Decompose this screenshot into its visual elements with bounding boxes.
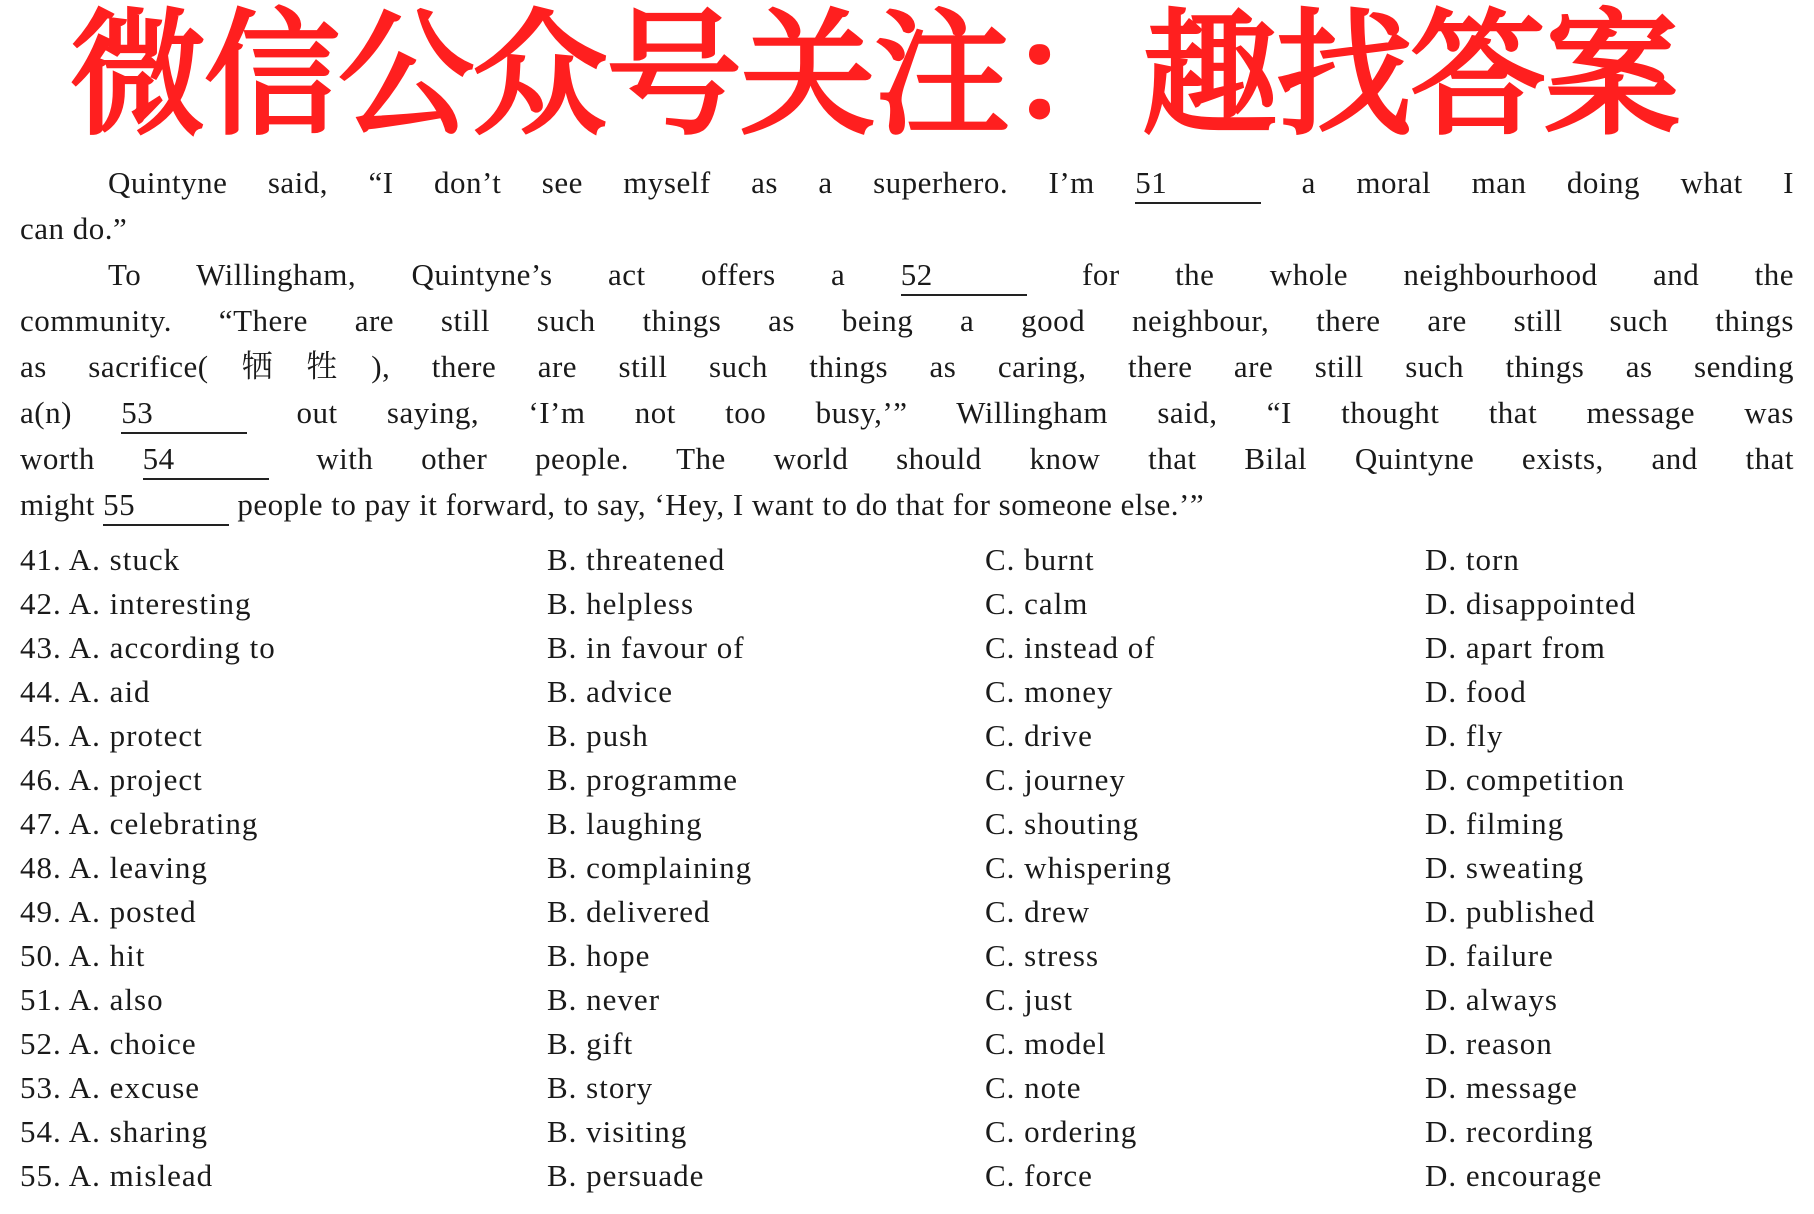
question-number: 50. (20, 938, 62, 973)
option-d: D. fly (1425, 718, 1504, 753)
question-number: 48. (20, 850, 62, 885)
option-b: B. threatened (547, 542, 726, 577)
option-b: B. push (547, 718, 649, 753)
option-d: D. filming (1425, 806, 1565, 841)
option-a (20, 1154, 213, 1198)
option-b: B. in favour of (547, 630, 745, 665)
option-a-text: A. celebrating (68, 806, 259, 841)
passage-line (20, 344, 1794, 390)
option-a (20, 538, 180, 582)
passage-line (20, 436, 1794, 482)
option-a (20, 978, 164, 1022)
option-a (20, 670, 151, 714)
option-d: D. sweating (1425, 850, 1585, 885)
option-b: B. programme (547, 762, 739, 797)
option-d: D. apart from (1425, 630, 1606, 665)
option-b: B. complaining (547, 850, 753, 885)
question-number: 41. (20, 542, 62, 577)
option-a-text: A. interesting (68, 586, 252, 621)
option-a-text: A. hit (68, 938, 146, 973)
option-d: D. torn (1425, 542, 1520, 577)
line-text: can do.” (20, 211, 128, 246)
watermark: 微信公众号关注：趣找答案 (70, 0, 1678, 155)
option-a-text: A. choice (68, 1026, 197, 1061)
passage-line (20, 298, 1794, 344)
question-number: 49. (20, 894, 62, 929)
line-text: Quintyne said, “I don’t see myself as a superhero. I’m (108, 165, 1136, 200)
option-a-text: A. aid (68, 674, 151, 709)
option-b: B. laughing (547, 806, 703, 841)
option-a-text: A. sharing (68, 1114, 208, 1149)
option-c: C. note (985, 1070, 1082, 1105)
question-number: 47. (20, 806, 62, 841)
option-c: C. burnt (985, 542, 1095, 577)
question-number: 55. (20, 1158, 62, 1193)
question-number: 43. (20, 630, 62, 665)
line-text: with other people. The world should know that Bilal Quintyne exists, and that (268, 441, 1795, 476)
option-c: C. journey (985, 762, 1126, 797)
option-b: B. delivered (547, 894, 711, 929)
passage-line (20, 160, 1794, 206)
option-a (20, 758, 203, 802)
option-a (20, 1110, 208, 1154)
line-text: community. “There are still such things as being a good neighbour, there are still such things (20, 303, 1794, 338)
line-text: as sacrifice(牺牲), there are still such things as caring, there are still such things as sending (20, 349, 1794, 384)
line-text: for the whole neighbourhood and the (1026, 257, 1794, 292)
option-c: C. whispering (985, 850, 1172, 885)
option-c: C. instead of (985, 630, 1156, 665)
option-a-text: A. according to (68, 630, 276, 665)
line-text: worth (20, 441, 143, 476)
option-a-text: A. protect (68, 718, 203, 753)
option-a (20, 714, 203, 758)
line-text: a(n) (20, 395, 122, 430)
option-b: B. hope (547, 938, 651, 973)
question-number: 52. (20, 1026, 62, 1061)
blank-number: 52 (901, 256, 1027, 296)
option-b: B. visiting (547, 1114, 688, 1149)
passage (20, 160, 1794, 528)
option-b: B. never (547, 982, 661, 1017)
option-d: D. reason (1425, 1026, 1553, 1061)
option-c: C. shouting (985, 806, 1139, 841)
option-a-text: A. project (68, 762, 203, 797)
option-d: D. competition (1425, 762, 1625, 797)
question-number: 51. (20, 982, 62, 1017)
option-d: D. food (1425, 674, 1527, 709)
option-c: C. money (985, 674, 1114, 709)
option-c: C. force (985, 1158, 1093, 1193)
option-a (20, 626, 276, 670)
line-text: To Willingham, Quintyne’s act offers a (108, 257, 901, 292)
option-b: B. story (547, 1070, 654, 1105)
question-number: 44. (20, 674, 62, 709)
option-a-text: A. posted (68, 894, 197, 929)
option-a-text: A. stuck (68, 542, 181, 577)
option-d: D. encourage (1425, 1158, 1603, 1193)
option-d: D. always (1425, 982, 1558, 1017)
line-text: might (20, 487, 104, 522)
option-a (20, 846, 208, 890)
option-c: C. drive (985, 718, 1093, 753)
option-d: D. failure (1425, 938, 1554, 973)
option-a (20, 934, 145, 978)
blank-number: 55 (103, 486, 229, 526)
blank-number: 51 (1135, 164, 1261, 204)
option-a (20, 1066, 200, 1110)
option-a-text: A. mislead (68, 1158, 214, 1193)
option-a-text: A. excuse (68, 1070, 201, 1105)
option-b: B. gift (547, 1026, 634, 1061)
option-d: D. message (1425, 1070, 1578, 1105)
line-text: a moral man doing what I (1261, 165, 1795, 200)
line-text: out saying, ‘I’m not too busy,’” Willingham said, “I thought that message was (247, 395, 1794, 430)
option-a-text: A. also (68, 982, 164, 1017)
question-number: 45. (20, 718, 62, 753)
option-d: D. published (1425, 894, 1596, 929)
blank-number: 53 (121, 394, 247, 434)
question-number: 42. (20, 586, 62, 621)
option-d: D. recording (1425, 1114, 1594, 1149)
option-c: C. stress (985, 938, 1100, 973)
option-a (20, 1022, 197, 1066)
question-number: 46. (20, 762, 62, 797)
option-b: B. helpless (547, 586, 695, 621)
option-a (20, 890, 197, 934)
passage-line (20, 390, 1794, 436)
option-c: C. drew (985, 894, 1091, 929)
question-number: 53. (20, 1070, 62, 1105)
passage-line (20, 206, 1794, 252)
option-b: B. persuade (547, 1158, 705, 1193)
option-c: C. just (985, 982, 1073, 1017)
option-a (20, 582, 252, 626)
passage-line (20, 252, 1794, 298)
blank-number: 54 (143, 440, 269, 480)
option-a-text: A. leaving (68, 850, 208, 885)
option-b: B. advice (547, 674, 674, 709)
option-c: C. calm (985, 586, 1089, 621)
option-c: C. ordering (985, 1114, 1138, 1149)
option-c: C. model (985, 1026, 1107, 1061)
option-a (20, 802, 258, 846)
question-number: 54. (20, 1114, 62, 1149)
line-text: people to pay it forward, to say, ‘Hey, I want to do that for someone else.’” (229, 487, 1205, 522)
option-d: D. disappointed (1425, 586, 1637, 621)
passage-line (20, 482, 1794, 528)
